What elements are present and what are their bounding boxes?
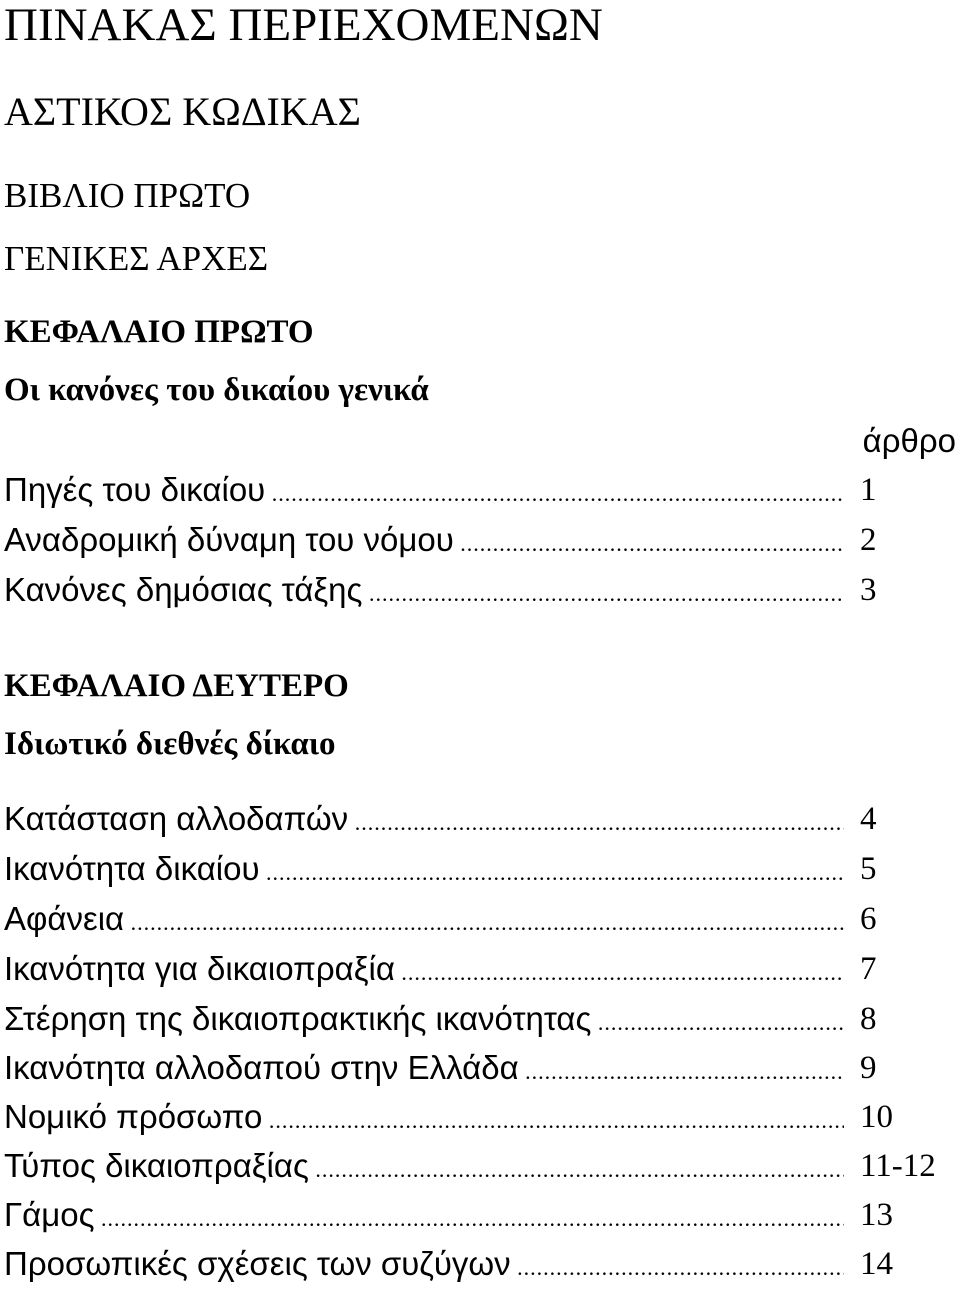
toc-entry[interactable] — [4, 894, 960, 944]
book-title: ΓΕΝΙΚΕΣ ΑΡΧΕΣ — [4, 239, 269, 278]
toc-entry-article: 3 — [860, 572, 877, 608]
toc-entry[interactable] — [4, 1092, 960, 1142]
toc-entry-text: Προσωπικές σχέσεις των συζύγων ..... — [4, 1239, 844, 1293]
toc-entry-text: Κατάσταση αλλοδαπών ..... — [4, 794, 844, 848]
toc-entry-text: Νομικό πρόσωπο ..... — [4, 1092, 844, 1146]
toc-entry-text: Πηγές του δικαίου ..... — [4, 465, 844, 519]
toc-entry[interactable] — [4, 944, 960, 994]
chapter-2-label: ΚΕΦΑΛΑΙΟ ΔΕΥΤΕΡΟ — [4, 668, 349, 704]
toc-entry-article: 10 — [860, 1099, 893, 1135]
toc-entry-article: 6 — [860, 901, 877, 937]
toc-entry[interactable] — [4, 1043, 960, 1093]
toc-entry-text: Κανόνες δημόσιας τάξης ..... — [4, 565, 844, 619]
toc-entry[interactable] — [4, 994, 960, 1044]
toc-entry-article: 14 — [860, 1246, 893, 1282]
toc-entry-article: 5 — [860, 851, 877, 887]
book-label: ΒΙΒΛΙΟ ΠΡΩΤΟ — [4, 176, 251, 215]
toc-entry-text: Ικανότητα δικαίου ..... — [4, 844, 844, 898]
toc-entry[interactable] — [4, 1190, 960, 1240]
toc-entry-text: Αφάνεια ..... — [4, 894, 844, 948]
toc-entry-article: 4 — [860, 801, 877, 837]
toc-entry-article: 13 — [860, 1197, 893, 1233]
toc-entry[interactable] — [4, 1239, 960, 1289]
chapter-2-title: Ιδιωτικό διεθνές δίκαιο — [4, 726, 336, 762]
toc-entry-article: 7 — [860, 951, 877, 987]
toc-entry[interactable] — [4, 515, 960, 565]
toc-entry-article: 1 — [860, 472, 877, 508]
toc-entry-text: Αναδρομική δύναμη του νόμου ..... — [4, 515, 844, 569]
toc-entry-article: 11-12 — [860, 1148, 936, 1184]
chapter-1-title: Οι κανόνες του δικαίου γενικά — [4, 372, 429, 408]
toc-entry-text: Ικανότητα αλλοδαπού στην Ελλάδα ..... — [4, 1043, 844, 1097]
toc-entry-article: 8 — [860, 1001, 877, 1037]
toc-entry-article: 9 — [860, 1050, 877, 1086]
toc-entry[interactable] — [4, 465, 960, 515]
toc-entry-article: 2 — [860, 522, 877, 558]
toc-entry[interactable] — [4, 1141, 960, 1191]
toc-entry-text: Ικανότητα για δικαιοπραξία ..... — [4, 944, 844, 998]
toc-entry[interactable] — [4, 844, 960, 894]
article-column-header: άρθρο — [862, 422, 956, 459]
chapter-1-label: ΚΕΦΑΛΑΙΟ ΠΡΩΤΟ — [4, 314, 314, 350]
toc-entry[interactable] — [4, 565, 960, 615]
toc-entry-text: Στέρηση της δικαιοπρακτικής ικανότητας ..... — [4, 994, 844, 1048]
page-title: ΠΙΝΑΚΑΣ ΠΕΡΙΕΧΟΜΕΝΩΝ — [4, 0, 603, 51]
toc-entry-text: Γάμος ..... — [4, 1190, 844, 1244]
toc-entry[interactable] — [4, 794, 960, 844]
code-title: ΑΣΤΙΚΟΣ ΚΩΔΙΚΑΣ — [4, 89, 361, 134]
toc-entry-text: Τύπος δικαιοπραξίας ..... — [4, 1141, 844, 1195]
